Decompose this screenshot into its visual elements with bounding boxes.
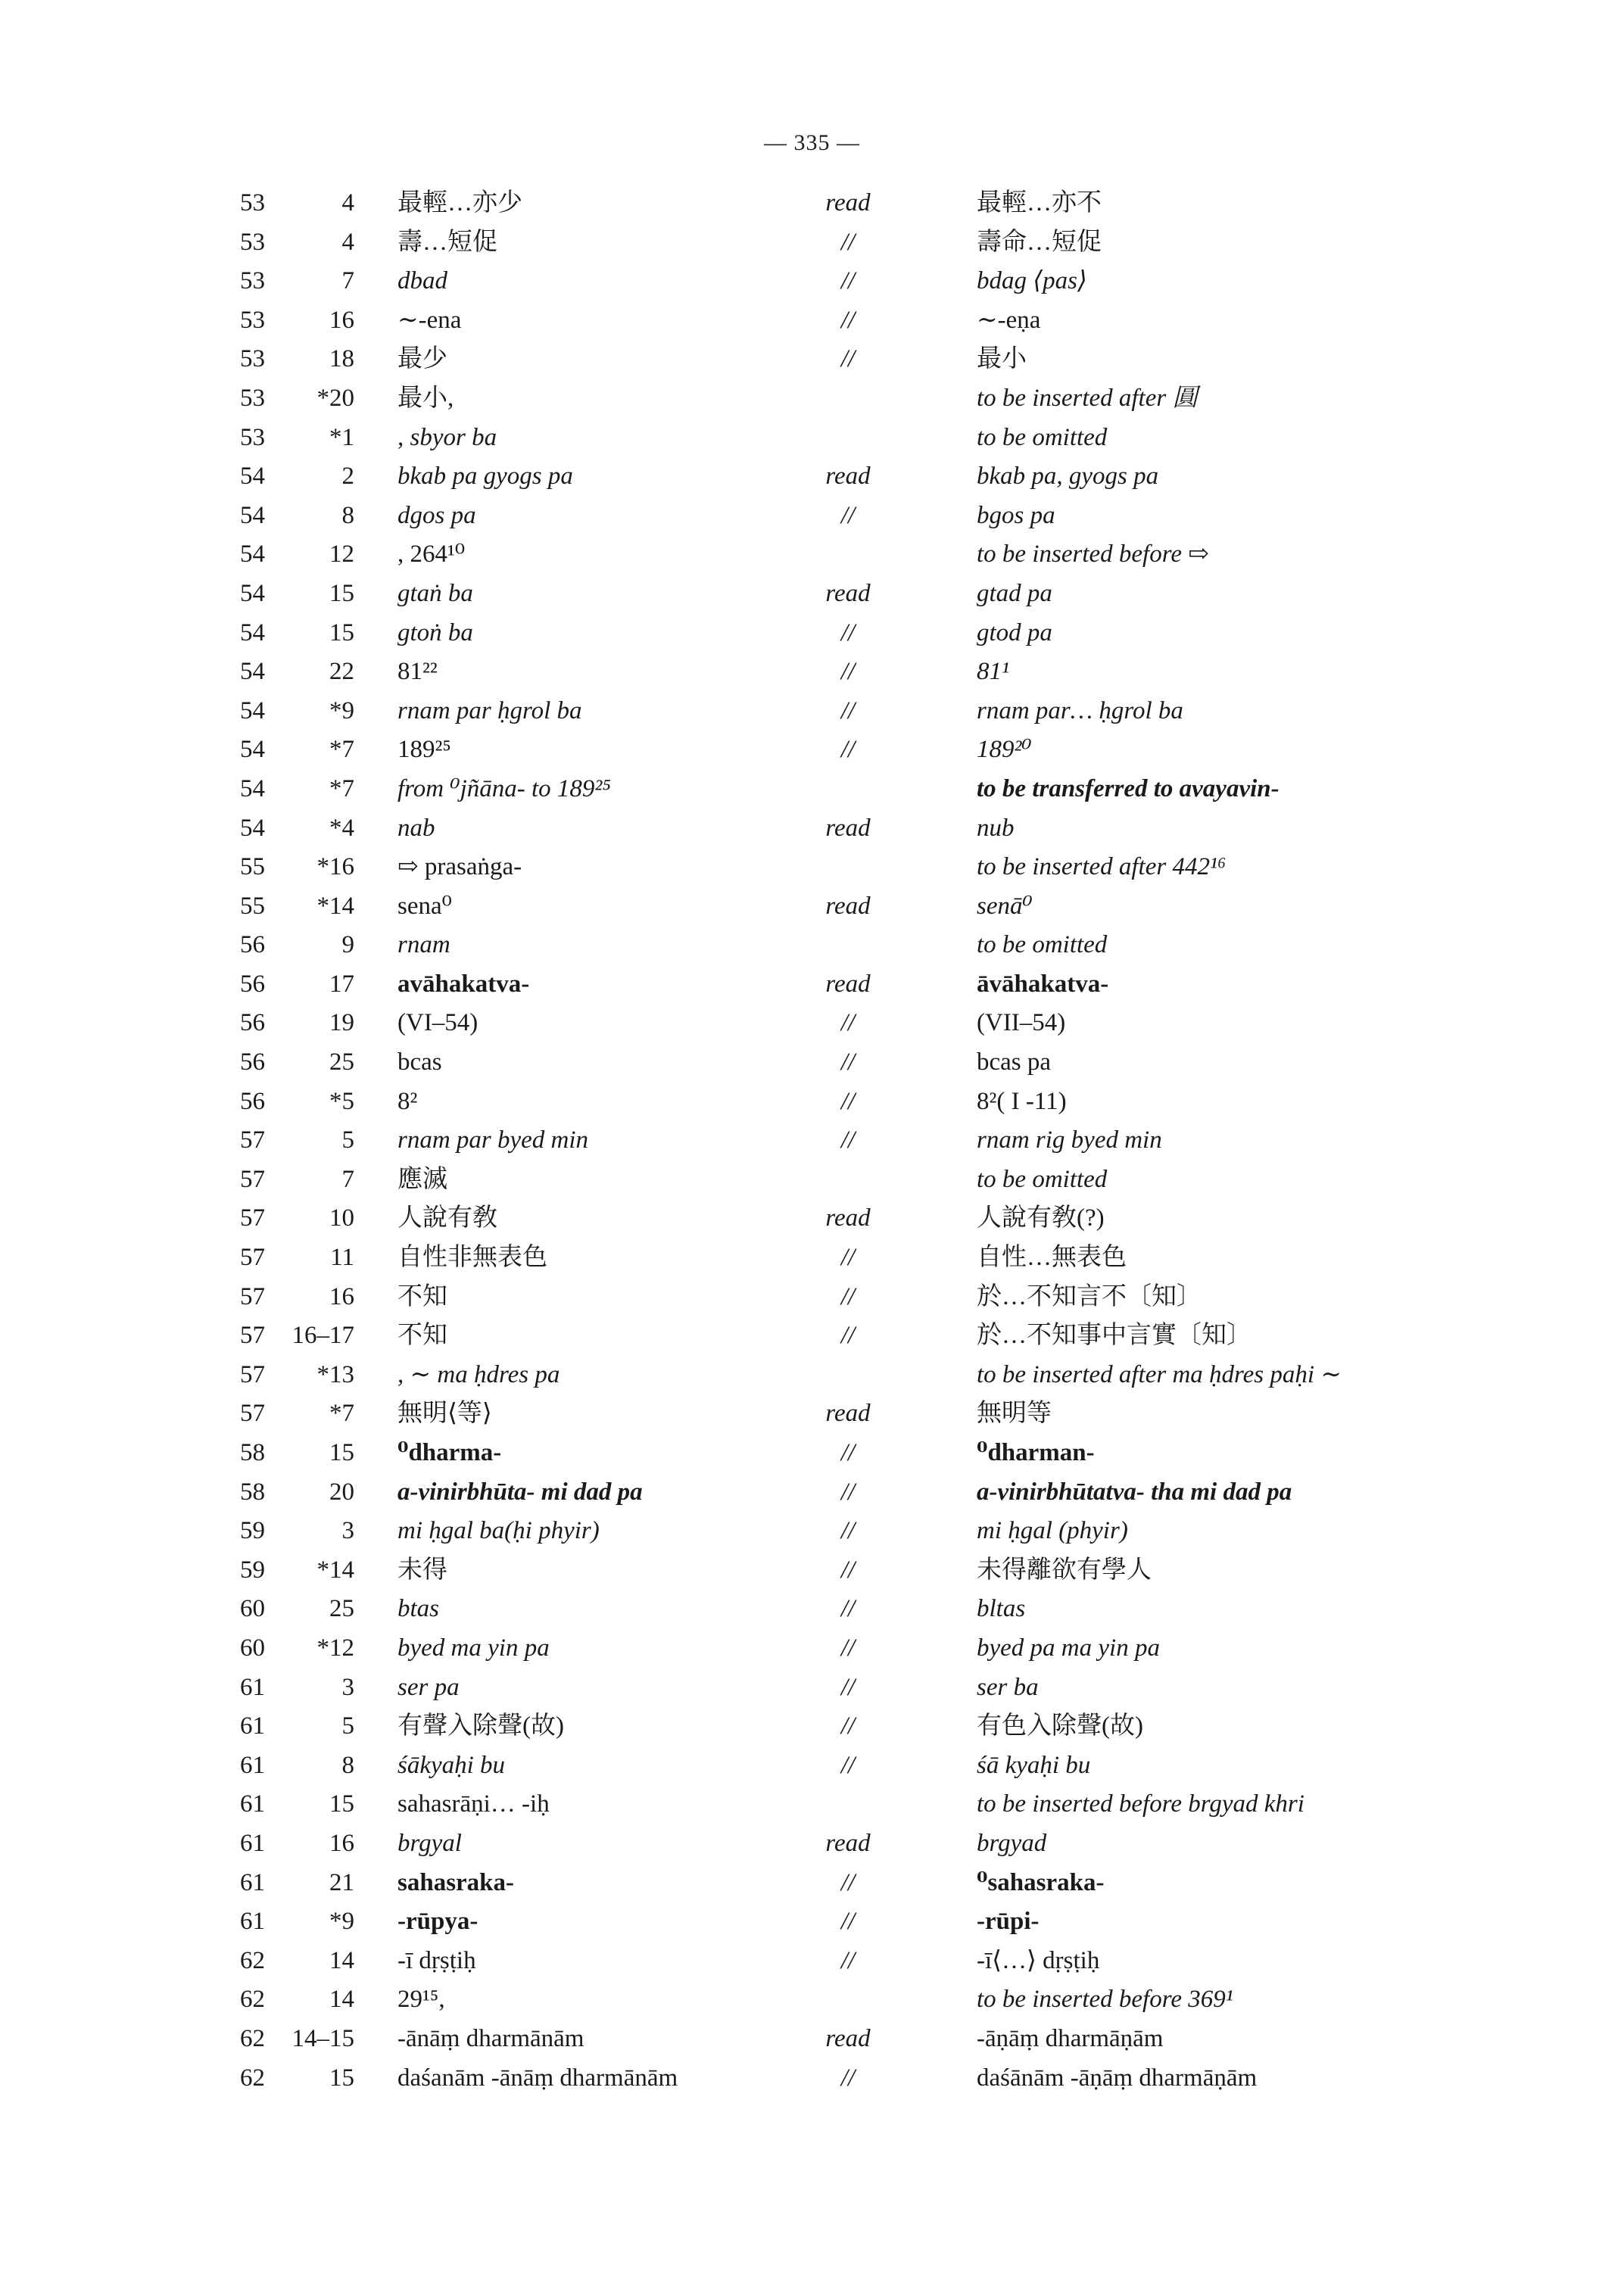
original-text: 無明⟨等⟩ [397,1400,492,1428]
errata-row [220,1551,1476,1590]
page-ref: 56 [240,1009,265,1037]
corrected-text: to be transferred to avayavin- [977,774,1280,802]
original-text: , sbyor ba [397,423,497,451]
corrected-text: 最輕…亦不 [977,189,1102,217]
action-marker: // [840,1595,856,1623]
original-text: sahasraka- [397,1868,515,1896]
original-text: 最輕…亦少 [397,189,522,217]
corrected-text: byed pa ma yin pa [977,1634,1160,1662]
corrected-text: 壽命…短促 [977,228,1102,256]
corrected-text: to be inserted after ma ḥdres paḥi ∼ [977,1360,1342,1388]
corrected-text: senā⁰ [977,892,1033,920]
corrected-text: 於…不知言不〔知〕 [977,1282,1202,1310]
action-marker: // [840,501,856,529]
errata-row [220,1668,1476,1708]
page-ref: 53 [240,189,265,217]
original-text: gtaṅ ba [397,579,473,607]
errata-row [220,1316,1476,1356]
errata-row [220,457,1476,497]
original-text: rnam par ḥgrol ba [397,696,582,724]
line-ref: 10 [329,1204,354,1232]
page-ref: 61 [240,1712,265,1740]
page-ref: 55 [240,892,265,920]
errata-row [220,1083,1476,1122]
errata-row [220,848,1476,887]
line-ref: 7 [341,267,354,295]
corrected-text: nub [977,814,1015,842]
errata-row [220,1356,1476,1395]
line-ref: *9 [329,1908,354,1936]
original-text: from ⁰jñāna- to 189²⁵ [397,774,611,802]
line-ref: 8 [341,501,354,529]
original-text: 未得 [397,1556,447,1584]
line-ref: 9 [341,931,354,959]
page-ref: 54 [240,501,265,529]
action-marker: read [825,970,871,998]
errata-row [220,1942,1476,1981]
original-text: 189²⁵ [397,736,451,764]
original-text: rnam par byed min [397,1126,589,1154]
errata-row [220,1004,1476,1043]
errata-row [220,614,1476,653]
errata-row [220,535,1476,575]
errata-row [220,1902,1476,1942]
page-ref: 61 [240,1829,265,1857]
errata-row [220,1394,1476,1434]
errata-row [220,692,1476,731]
line-ref: *9 [329,696,354,724]
line-ref: *14 [316,892,354,920]
action-marker: // [840,1322,856,1350]
original-text: (VI–54) [397,1009,478,1037]
line-ref: 8 [341,1751,354,1779]
original-text: 最少 [397,345,447,373]
corrected-text: to be omitted [977,931,1108,959]
action-marker: // [840,1087,856,1115]
page-ref: 57 [240,1322,265,1350]
errata-row [220,1980,1476,2020]
action-marker: // [840,658,856,686]
page-ref: 61 [240,1673,265,1701]
page-ref: 54 [240,736,265,764]
original-text: śākyaḥi bu [397,1751,506,1779]
original-text: rnam [397,931,450,959]
page-ref: 57 [240,1244,265,1272]
page-ref: 53 [240,384,265,412]
line-ref: 16 [329,1282,354,1310]
errata-row [220,262,1476,301]
original-text: 81²² [397,658,438,686]
line-ref: *4 [329,814,354,842]
corrected-text: 於…不知事中言實〔知〕 [977,1322,1252,1350]
errata-row [220,379,1476,419]
original-text: 壽…短促 [397,228,497,256]
line-ref: 15 [329,1790,354,1818]
corrected-text: ⁰dharman- [977,1439,1095,1466]
page-ref: 60 [240,1634,265,1662]
page-ref: 55 [240,853,265,881]
action-marker: // [840,1673,856,1701]
corrected-text: to be inserted after 圓 [977,384,1198,412]
line-ref: 5 [341,1712,354,1740]
line-ref: *7 [329,774,354,802]
corrected-text: ser ba [977,1673,1039,1701]
errata-row [220,809,1476,849]
errata-row [220,1434,1476,1473]
original-text: 29¹⁵, [397,1986,445,2014]
original-text: , 264¹⁰ [397,541,466,569]
action-marker: read [825,1400,871,1428]
line-ref: 17 [329,970,354,998]
page-ref: 54 [240,658,265,686]
action-marker: // [840,1751,856,1779]
errata-table [220,184,1476,2098]
corrected-text: to be inserted after 442¹⁶ [977,853,1227,881]
corrected-text: āvāhakatva- [977,970,1109,998]
action-marker: // [840,306,856,334]
page-ref: 53 [240,228,265,256]
line-ref: 22 [329,658,354,686]
action-marker: // [840,1946,856,1974]
original-text: bkab pa gyogs pa [397,463,573,491]
errata-row [220,1161,1476,1200]
page-ref: 61 [240,1751,265,1779]
line-ref: *7 [329,736,354,764]
corrected-text: bcas pa [977,1048,1052,1076]
corrected-text: daśānām -āṇāṃ dharmāṇām [977,2064,1258,2092]
action-marker: // [840,736,856,764]
corrected-text: bkab pa, gyogs pa [977,463,1159,491]
corrected-text: mi ḥgal (phyir) [977,1517,1128,1545]
errata-row [220,184,1476,223]
errata-row [220,1785,1476,1824]
page-ref: 54 [240,696,265,724]
original-text: ∼-ena [397,306,462,334]
page-ref: 56 [240,970,265,998]
errata-row [220,2059,1476,2098]
page-ref: 58 [240,1439,265,1466]
errata-row [220,419,1476,458]
corrected-text: to be inserted before 369¹ [977,1986,1233,2014]
original-text: sena⁰ [397,892,452,920]
corrected-text: 189²⁰ [977,736,1032,764]
line-ref: *13 [316,1360,354,1388]
line-ref: 14 [329,1946,354,1974]
action-marker: // [840,1126,856,1154]
page-ref: 56 [240,1048,265,1076]
action-marker: // [840,1908,856,1936]
original-text: 最小, [397,384,454,412]
page-ref: 53 [240,345,265,373]
page-ref: 59 [240,1556,265,1584]
page-ref: 54 [240,463,265,491]
corrected-text: bdag ⟨pas⟩ [977,267,1087,295]
corrected-text: to be omitted [977,423,1108,451]
original-text: brgyal [397,1829,462,1857]
line-ref: 25 [329,1048,354,1076]
errata-row [220,2020,1476,2059]
original-text: btas [397,1595,440,1623]
line-ref: 16–17 [291,1322,354,1350]
corrected-text: bgos pa [977,501,1055,529]
original-text: dbad [397,267,447,295]
original-text: daśanām -ānāṃ dharmānām [397,2064,678,2092]
original-text: gtoṅ ba [397,618,473,646]
errata-row [220,1512,1476,1551]
page-ref: 62 [240,1986,265,2014]
corrected-text: to be inserted before ⇨ [977,541,1209,569]
errata-row [220,1043,1476,1083]
errata-row [220,301,1476,341]
line-ref: 21 [329,1868,354,1896]
page-ref: 58 [240,1478,265,1506]
action-marker: // [840,1244,856,1272]
corrected-text: 8²( I -11) [977,1087,1067,1115]
errata-row [220,770,1476,809]
original-text: 應滅 [397,1165,447,1193]
page-ref: 57 [240,1360,265,1388]
original-text: a-vinirbhūta- mi dad pa [397,1478,643,1506]
line-ref: 16 [329,1829,354,1857]
action-marker: // [840,267,856,295]
corrected-text: gtod pa [977,618,1052,646]
line-ref: 15 [329,1439,354,1466]
action-marker: // [840,228,856,256]
original-text: -ānāṃ dharmānām [397,2024,584,2052]
corrected-text: gtad pa [977,579,1052,607]
line-ref: 18 [329,345,354,373]
corrected-text: (VII–54) [977,1009,1066,1037]
line-ref: 4 [341,189,354,217]
errata-row [220,1121,1476,1161]
line-ref: 19 [329,1009,354,1037]
action-marker: // [840,1009,856,1037]
page-ref: 57 [240,1282,265,1310]
corrected-text: rnam rig byed min [977,1126,1162,1154]
corrected-text: brgyad [977,1829,1047,1857]
errata-row [220,1824,1476,1864]
action-marker: read [825,892,871,920]
page-ref: 61 [240,1908,265,1936]
page-ref: 53 [240,423,265,451]
action-marker: read [825,1204,871,1232]
action-marker: // [840,1868,856,1896]
line-ref: 15 [329,618,354,646]
original-text: , ∼ ma ḥdres pa [397,1360,560,1388]
page-ref: 57 [240,1204,265,1232]
action-marker: // [840,1048,856,1076]
original-text: avāhakatva- [397,970,530,998]
corrected-text: -ī⟨…⟩ dṛṣṭiḥ [977,1946,1100,1974]
page-ref: 54 [240,579,265,607]
line-ref: 20 [329,1478,354,1506]
errata-row [220,223,1476,263]
errata-row [220,340,1476,379]
page-ref: 53 [240,306,265,334]
line-ref: 3 [341,1673,354,1701]
line-ref: 14–15 [291,2024,354,2052]
corrected-text: 有色入除聲(故) [977,1712,1143,1740]
errata-row [220,1707,1476,1746]
original-text: mi ḥgal ba(ḥi phyir) [397,1517,600,1545]
page-ref: 61 [240,1790,265,1818]
action-marker: // [840,1556,856,1584]
errata-row [220,1473,1476,1513]
line-ref: 11 [330,1244,354,1272]
page-ref: 57 [240,1126,265,1154]
original-text: byed ma yin pa [397,1634,550,1662]
action-marker: // [840,1282,856,1310]
page-ref: 56 [240,931,265,959]
action-marker: // [840,618,856,646]
page-ref: 57 [240,1400,265,1428]
errata-row [220,926,1476,965]
line-ref: 7 [341,1165,354,1193]
errata-row [220,575,1476,614]
page-ref: 54 [240,618,265,646]
corrected-text: 無明等 [977,1400,1052,1428]
original-text: bcas [397,1048,442,1076]
errata-row [220,965,1476,1005]
errata-row [220,653,1476,692]
page-ref: 62 [240,2064,265,2092]
original-text: 人說有敎 [397,1204,497,1232]
errata-row [220,1864,1476,1903]
line-ref: 12 [329,541,354,569]
page-ref: 54 [240,774,265,802]
corrected-text: a-vinirbhūtatva- tha mi dad pa [977,1478,1292,1506]
original-text: sahasrāṇi… -iḥ [397,1790,550,1818]
line-ref: 25 [329,1595,354,1623]
corrected-text: śā kyaḥi bu [977,1751,1091,1779]
line-ref: 16 [329,306,354,334]
line-ref: *14 [316,1556,354,1584]
line-ref: 15 [329,2064,354,2092]
errata-row [220,497,1476,536]
original-text: 不知 [397,1322,447,1350]
original-text: ⇨ prasaṅga- [397,853,522,881]
corrected-text: ⁰sahasraka- [977,1868,1105,1896]
errata-row [220,1746,1476,1786]
errata-row [220,1590,1476,1629]
line-ref: 5 [341,1126,354,1154]
line-ref: *16 [316,853,354,881]
action-marker: // [840,1439,856,1466]
corrected-text: rnam par… ḥgrol ba [977,696,1183,724]
errata-row [220,1278,1476,1317]
original-text: nab [397,814,435,842]
page-ref: 59 [240,1517,265,1545]
action-marker: // [840,1478,856,1506]
line-ref: 3 [341,1517,354,1545]
page-ref: 62 [240,1946,265,1974]
corrected-text: bltas [977,1595,1026,1623]
page-ref: 54 [240,541,265,569]
page-ref: 62 [240,2024,265,2052]
page-ref: 61 [240,1868,265,1896]
errata-row [220,1238,1476,1278]
action-marker: read [825,189,871,217]
original-text: -ī dṛṣṭiḥ [397,1946,476,1974]
corrected-text: ∼-eṇa [977,306,1041,334]
original-text: 8² [397,1087,418,1115]
errata-row [220,1199,1476,1238]
original-text: ser pa [397,1673,460,1701]
page-number: — 335 — [764,130,860,155]
corrected-text: to be inserted before brgyad khri [977,1790,1304,1818]
line-ref: 4 [341,228,354,256]
page-ref: 60 [240,1595,265,1623]
line-ref: 2 [341,463,354,491]
action-marker: // [840,2064,856,2092]
line-ref: *7 [329,1400,354,1428]
corrected-text: 未得離欲有學人 [977,1556,1152,1584]
action-marker: read [825,814,871,842]
corrected-text: 最小 [977,345,1027,373]
page-ref: 53 [240,267,265,295]
action-marker: // [840,696,856,724]
line-ref: 14 [329,1986,354,2014]
line-ref: *5 [329,1087,354,1115]
corrected-text: to be omitted [977,1165,1108,1193]
errata-row [220,1629,1476,1668]
action-marker: // [840,345,856,373]
original-text: 有聲入除聲(故) [397,1712,564,1740]
action-marker: read [825,1829,871,1857]
action-marker: read [825,2024,871,2052]
action-marker: // [840,1634,856,1662]
page-ref: 54 [240,814,265,842]
page-ref: 57 [240,1165,265,1193]
line-ref: *1 [329,423,354,451]
line-ref: *12 [316,1634,354,1662]
action-marker: // [840,1712,856,1740]
original-text: -rūpya- [397,1908,478,1936]
line-ref: 15 [329,579,354,607]
corrected-text: 人說有敎(?) [977,1204,1105,1232]
page-ref: 56 [240,1087,265,1115]
action-marker: read [825,463,871,491]
line-ref: *20 [316,384,354,412]
corrected-text: -rūpi- [977,1908,1040,1936]
corrected-text: -āṇāṃ dharmāṇām [977,2024,1164,2052]
action-marker: // [840,1517,856,1545]
original-text: 自性非無表色 [397,1244,547,1272]
original-text: 不知 [397,1282,447,1310]
action-marker: read [825,579,871,607]
original-text: dgos pa [397,501,476,529]
corrected-text: 自性…無表色 [977,1244,1127,1272]
original-text: ⁰dharma- [397,1439,502,1466]
errata-row [220,731,1476,770]
errata-row [220,887,1476,927]
corrected-text: 81¹ [977,658,1009,686]
